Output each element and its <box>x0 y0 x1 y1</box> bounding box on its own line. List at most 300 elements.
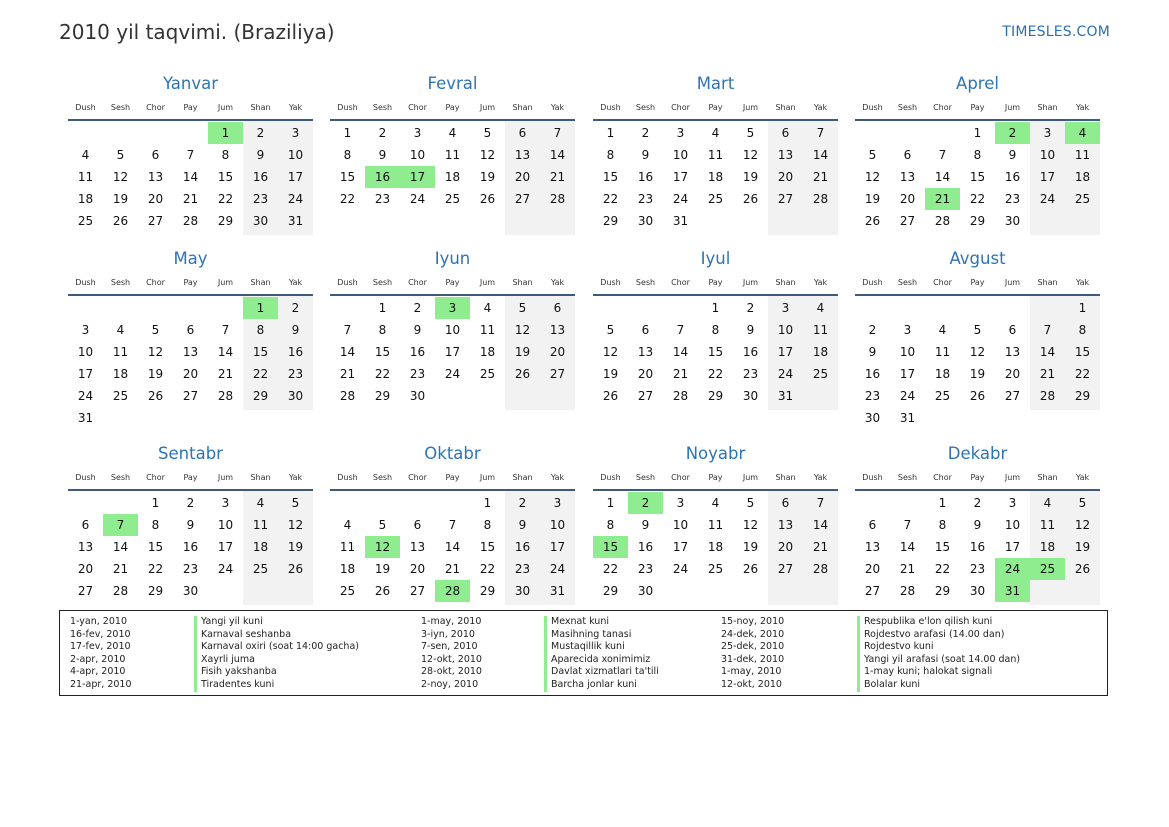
day-cell[interactable]: 13 <box>637 345 654 359</box>
day-cell[interactable]: 3 <box>903 323 912 337</box>
day-cell[interactable]: 21 <box>672 367 689 381</box>
day-cell[interactable]: 15 <box>934 540 951 554</box>
day-cell[interactable]: 2 <box>413 301 422 315</box>
holiday-day[interactable]: 21 <box>925 188 960 210</box>
day-cell[interactable]: 24 <box>672 192 689 206</box>
day-cell[interactable]: 18 <box>707 170 724 184</box>
day-cell[interactable]: 21 <box>182 192 199 206</box>
day-cell[interactable]: 26 <box>864 214 881 228</box>
day-cell[interactable]: 30 <box>409 389 426 403</box>
day-cell[interactable]: 3 <box>1008 496 1017 510</box>
day-cell[interactable]: 4 <box>116 323 125 337</box>
day-cell[interactable]: 5 <box>1078 496 1087 510</box>
day-cell[interactable]: 19 <box>147 367 164 381</box>
day-cell[interactable]: 18 <box>112 367 129 381</box>
day-cell[interactable]: 22 <box>339 192 356 206</box>
day-cell[interactable]: 29 <box>147 584 164 598</box>
day-cell[interactable]: 8 <box>221 148 230 162</box>
day-cell[interactable]: 28 <box>549 192 566 206</box>
day-cell[interactable]: 5 <box>746 126 755 140</box>
day-cell[interactable]: 3 <box>781 301 790 315</box>
day-cell[interactable]: 4 <box>711 126 720 140</box>
day-cell[interactable]: 12 <box>602 345 619 359</box>
day-cell[interactable]: 15 <box>969 170 986 184</box>
holiday-day[interactable]: 15 <box>593 536 628 558</box>
day-cell[interactable]: 22 <box>969 192 986 206</box>
day-cell[interactable]: 3 <box>81 323 90 337</box>
day-cell[interactable]: 25 <box>339 584 356 598</box>
day-cell[interactable]: 27 <box>409 584 426 598</box>
day-cell[interactable]: 20 <box>182 367 199 381</box>
day-cell[interactable]: 14 <box>112 540 129 554</box>
day-cell[interactable]: 13 <box>182 345 199 359</box>
day-cell[interactable]: 21 <box>444 562 461 576</box>
day-cell[interactable]: 30 <box>182 584 199 598</box>
day-cell[interactable]: 19 <box>287 540 304 554</box>
day-cell[interactable]: 6 <box>413 518 422 532</box>
day-cell[interactable]: 3 <box>676 496 685 510</box>
day-cell[interactable]: 16 <box>514 540 531 554</box>
day-cell[interactable]: 9 <box>641 518 650 532</box>
day-cell[interactable]: 29 <box>707 389 724 403</box>
day-cell[interactable]: 1 <box>606 126 615 140</box>
day-cell[interactable]: 5 <box>483 126 492 140</box>
day-cell[interactable]: 21 <box>812 540 829 554</box>
day-cell[interactable]: 14 <box>812 148 829 162</box>
holiday-day[interactable]: 16 <box>365 166 400 188</box>
day-cell[interactable]: 27 <box>549 367 566 381</box>
day-cell[interactable]: 15 <box>147 540 164 554</box>
day-cell[interactable]: 14 <box>934 170 951 184</box>
day-cell[interactable]: 19 <box>742 170 759 184</box>
day-cell[interactable]: 23 <box>637 562 654 576</box>
day-cell[interactable]: 20 <box>147 192 164 206</box>
day-cell[interactable]: 9 <box>1008 148 1017 162</box>
day-cell[interactable]: 6 <box>553 301 562 315</box>
day-cell[interactable]: 10 <box>899 345 916 359</box>
day-cell[interactable]: 22 <box>374 367 391 381</box>
day-cell[interactable]: 11 <box>934 345 951 359</box>
day-cell[interactable]: 26 <box>147 389 164 403</box>
holiday-day[interactable]: 24 <box>995 558 1030 580</box>
day-cell[interactable]: 13 <box>864 540 881 554</box>
day-cell[interactable]: 22 <box>1074 367 1091 381</box>
day-cell[interactable]: 16 <box>252 170 269 184</box>
day-cell[interactable]: 19 <box>374 562 391 576</box>
day-cell[interactable]: 13 <box>777 518 794 532</box>
day-cell[interactable]: 13 <box>409 540 426 554</box>
holiday-day[interactable]: 7 <box>103 514 138 536</box>
day-cell[interactable]: 19 <box>742 540 759 554</box>
day-cell[interactable]: 29 <box>1074 389 1091 403</box>
day-cell[interactable]: 22 <box>602 562 619 576</box>
day-cell[interactable]: 23 <box>864 389 881 403</box>
day-cell[interactable]: 6 <box>81 518 90 532</box>
day-cell[interactable]: 12 <box>742 148 759 162</box>
day-cell[interactable]: 24 <box>1039 192 1056 206</box>
day-cell[interactable]: 18 <box>1074 170 1091 184</box>
day-cell[interactable]: 9 <box>746 323 755 337</box>
day-cell[interactable]: 29 <box>374 389 391 403</box>
day-cell[interactable]: 7 <box>903 518 912 532</box>
day-cell[interactable]: 24 <box>409 192 426 206</box>
holiday-day[interactable]: 12 <box>365 536 400 558</box>
day-cell[interactable]: 2 <box>186 496 195 510</box>
day-cell[interactable]: 26 <box>742 192 759 206</box>
day-cell[interactable]: 15 <box>217 170 234 184</box>
day-cell[interactable]: 12 <box>112 170 129 184</box>
day-cell[interactable]: 18 <box>339 562 356 576</box>
day-cell[interactable]: 30 <box>287 389 304 403</box>
day-cell[interactable]: 4 <box>1043 496 1052 510</box>
day-cell[interactable]: 19 <box>602 367 619 381</box>
day-cell[interactable]: 28 <box>812 192 829 206</box>
day-cell[interactable]: 27 <box>147 214 164 228</box>
day-cell[interactable]: 29 <box>252 389 269 403</box>
day-cell[interactable]: 21 <box>549 170 566 184</box>
day-cell[interactable]: 5 <box>518 301 527 315</box>
day-cell[interactable]: 7 <box>1043 323 1052 337</box>
day-cell[interactable]: 18 <box>707 540 724 554</box>
holiday-day[interactable]: 1 <box>208 122 243 144</box>
day-cell[interactable]: 15 <box>374 345 391 359</box>
day-cell[interactable]: 17 <box>777 345 794 359</box>
day-cell[interactable]: 13 <box>899 170 916 184</box>
day-cell[interactable]: 4 <box>711 496 720 510</box>
day-cell[interactable]: 20 <box>1004 367 1021 381</box>
day-cell[interactable]: 22 <box>217 192 234 206</box>
day-cell[interactable]: 16 <box>637 170 654 184</box>
day-cell[interactable]: 8 <box>378 323 387 337</box>
day-cell[interactable]: 31 <box>672 214 689 228</box>
day-cell[interactable]: 16 <box>1004 170 1021 184</box>
day-cell[interactable]: 15 <box>602 170 619 184</box>
day-cell[interactable]: 23 <box>409 367 426 381</box>
day-cell[interactable]: 29 <box>479 584 496 598</box>
site-link[interactable]: TIMESLES.COM <box>1002 24 1110 40</box>
day-cell[interactable]: 20 <box>899 192 916 206</box>
day-cell[interactable]: 22 <box>147 562 164 576</box>
day-cell[interactable]: 17 <box>77 367 94 381</box>
day-cell[interactable]: 2 <box>641 126 650 140</box>
day-cell[interactable]: 28 <box>672 389 689 403</box>
day-cell[interactable]: 25 <box>812 367 829 381</box>
day-cell[interactable]: 21 <box>899 562 916 576</box>
day-cell[interactable]: 8 <box>606 518 615 532</box>
day-cell[interactable]: 6 <box>518 126 527 140</box>
day-cell[interactable]: 27 <box>514 192 531 206</box>
day-cell[interactable]: 7 <box>938 148 947 162</box>
day-cell[interactable]: 5 <box>606 323 615 337</box>
day-cell[interactable]: 1 <box>973 126 982 140</box>
day-cell[interactable]: 21 <box>1039 367 1056 381</box>
holiday-day[interactable]: 2 <box>628 492 663 514</box>
holiday-day[interactable]: 31 <box>995 580 1030 602</box>
day-cell[interactable]: 2 <box>973 496 982 510</box>
day-cell[interactable]: 24 <box>549 562 566 576</box>
day-cell[interactable]: 31 <box>777 389 794 403</box>
holiday-day[interactable]: 17 <box>400 166 435 188</box>
day-cell[interactable]: 17 <box>444 345 461 359</box>
day-cell[interactable]: 10 <box>287 148 304 162</box>
day-cell[interactable]: 12 <box>742 518 759 532</box>
day-cell[interactable]: 24 <box>899 389 916 403</box>
day-cell[interactable]: 23 <box>637 192 654 206</box>
day-cell[interactable]: 17 <box>899 367 916 381</box>
day-cell[interactable]: 24 <box>672 562 689 576</box>
day-cell[interactable]: 23 <box>374 192 391 206</box>
day-cell[interactable]: 16 <box>182 540 199 554</box>
day-cell[interactable]: 15 <box>707 345 724 359</box>
day-cell[interactable]: 25 <box>707 192 724 206</box>
day-cell[interactable]: 5 <box>291 496 300 510</box>
day-cell[interactable]: 15 <box>339 170 356 184</box>
day-cell[interactable]: 12 <box>514 323 531 337</box>
day-cell[interactable]: 28 <box>899 584 916 598</box>
day-cell[interactable]: 20 <box>864 562 881 576</box>
day-cell[interactable]: 24 <box>217 562 234 576</box>
holiday-day[interactable]: 3 <box>435 297 470 319</box>
day-cell[interactable]: 23 <box>514 562 531 576</box>
day-cell[interactable]: 24 <box>777 367 794 381</box>
day-cell[interactable]: 3 <box>221 496 230 510</box>
day-cell[interactable]: 1 <box>378 301 387 315</box>
day-cell[interactable]: 21 <box>217 367 234 381</box>
day-cell[interactable]: 9 <box>868 345 877 359</box>
day-cell[interactable]: 17 <box>672 170 689 184</box>
day-cell[interactable]: 17 <box>217 540 234 554</box>
day-cell[interactable]: 11 <box>77 170 94 184</box>
day-cell[interactable]: 17 <box>1004 540 1021 554</box>
day-cell[interactable]: 14 <box>899 540 916 554</box>
day-cell[interactable]: 29 <box>217 214 234 228</box>
day-cell[interactable]: 30 <box>637 214 654 228</box>
day-cell[interactable]: 26 <box>742 562 759 576</box>
day-cell[interactable]: 3 <box>676 126 685 140</box>
day-cell[interactable]: 4 <box>816 301 825 315</box>
day-cell[interactable]: 26 <box>112 214 129 228</box>
day-cell[interactable]: 14 <box>182 170 199 184</box>
day-cell[interactable]: 19 <box>112 192 129 206</box>
day-cell[interactable]: 10 <box>549 518 566 532</box>
day-cell[interactable]: 9 <box>186 518 195 532</box>
day-cell[interactable]: 7 <box>553 126 562 140</box>
day-cell[interactable]: 10 <box>777 323 794 337</box>
day-cell[interactable]: 15 <box>1074 345 1091 359</box>
day-cell[interactable]: 6 <box>781 496 790 510</box>
day-cell[interactable]: 23 <box>287 367 304 381</box>
day-cell[interactable]: 14 <box>444 540 461 554</box>
day-cell[interactable]: 23 <box>969 562 986 576</box>
day-cell[interactable]: 7 <box>816 126 825 140</box>
day-cell[interactable]: 1 <box>711 301 720 315</box>
day-cell[interactable]: 10 <box>672 518 689 532</box>
day-cell[interactable]: 3 <box>1043 126 1052 140</box>
day-cell[interactable]: 27 <box>777 192 794 206</box>
holiday-day[interactable]: 2 <box>995 122 1030 144</box>
day-cell[interactable]: 12 <box>479 148 496 162</box>
day-cell[interactable]: 4 <box>256 496 265 510</box>
day-cell[interactable]: 18 <box>1039 540 1056 554</box>
day-cell[interactable]: 30 <box>742 389 759 403</box>
day-cell[interactable]: 20 <box>514 170 531 184</box>
day-cell[interactable]: 8 <box>343 148 352 162</box>
day-cell[interactable]: 11 <box>812 323 829 337</box>
day-cell[interactable]: 29 <box>969 214 986 228</box>
day-cell[interactable]: 11 <box>444 148 461 162</box>
day-cell[interactable]: 23 <box>252 192 269 206</box>
day-cell[interactable]: 25 <box>1074 192 1091 206</box>
day-cell[interactable]: 7 <box>816 496 825 510</box>
day-cell[interactable]: 5 <box>973 323 982 337</box>
day-cell[interactable]: 26 <box>602 389 619 403</box>
day-cell[interactable]: 23 <box>182 562 199 576</box>
holiday-day[interactable]: 25 <box>1030 558 1065 580</box>
day-cell[interactable]: 21 <box>112 562 129 576</box>
day-cell[interactable]: 31 <box>287 214 304 228</box>
day-cell[interactable]: 13 <box>777 148 794 162</box>
day-cell[interactable]: 25 <box>112 389 129 403</box>
day-cell[interactable]: 25 <box>707 562 724 576</box>
day-cell[interactable]: 13 <box>147 170 164 184</box>
day-cell[interactable]: 7 <box>448 518 457 532</box>
day-cell[interactable]: 11 <box>112 345 129 359</box>
day-cell[interactable]: 2 <box>291 301 300 315</box>
day-cell[interactable]: 27 <box>182 389 199 403</box>
day-cell[interactable]: 25 <box>77 214 94 228</box>
day-cell[interactable]: 4 <box>448 126 457 140</box>
day-cell[interactable]: 2 <box>378 126 387 140</box>
day-cell[interactable]: 7 <box>676 323 685 337</box>
day-cell[interactable]: 19 <box>1074 540 1091 554</box>
day-cell[interactable]: 6 <box>151 148 160 162</box>
day-cell[interactable]: 25 <box>934 389 951 403</box>
day-cell[interactable]: 10 <box>1039 148 1056 162</box>
day-cell[interactable]: 10 <box>444 323 461 337</box>
day-cell[interactable]: 4 <box>81 148 90 162</box>
day-cell[interactable]: 10 <box>1004 518 1021 532</box>
day-cell[interactable]: 24 <box>287 192 304 206</box>
day-cell[interactable]: 4 <box>938 323 947 337</box>
day-cell[interactable]: 10 <box>672 148 689 162</box>
day-cell[interactable]: 11 <box>339 540 356 554</box>
day-cell[interactable]: 28 <box>339 389 356 403</box>
day-cell[interactable]: 19 <box>864 192 881 206</box>
day-cell[interactable]: 10 <box>77 345 94 359</box>
day-cell[interactable]: 14 <box>549 148 566 162</box>
day-cell[interactable]: 7 <box>221 323 230 337</box>
day-cell[interactable]: 18 <box>444 170 461 184</box>
day-cell[interactable]: 12 <box>864 170 881 184</box>
day-cell[interactable]: 19 <box>969 367 986 381</box>
day-cell[interactable]: 9 <box>518 518 527 532</box>
day-cell[interactable]: 11 <box>1039 518 1056 532</box>
day-cell[interactable]: 9 <box>641 148 650 162</box>
day-cell[interactable]: 5 <box>868 148 877 162</box>
day-cell[interactable]: 3 <box>291 126 300 140</box>
day-cell[interactable]: 13 <box>1004 345 1021 359</box>
day-cell[interactable]: 19 <box>479 170 496 184</box>
day-cell[interactable]: 4 <box>343 518 352 532</box>
day-cell[interactable]: 22 <box>252 367 269 381</box>
day-cell[interactable]: 27 <box>864 584 881 598</box>
day-cell[interactable]: 31 <box>77 411 94 425</box>
day-cell[interactable]: 16 <box>287 345 304 359</box>
day-cell[interactable]: 17 <box>1039 170 1056 184</box>
day-cell[interactable]: 31 <box>899 411 916 425</box>
day-cell[interactable]: 17 <box>287 170 304 184</box>
day-cell[interactable]: 15 <box>252 345 269 359</box>
day-cell[interactable]: 8 <box>483 518 492 532</box>
day-cell[interactable]: 20 <box>77 562 94 576</box>
day-cell[interactable]: 1 <box>343 126 352 140</box>
day-cell[interactable]: 8 <box>973 148 982 162</box>
day-cell[interactable]: 12 <box>147 345 164 359</box>
day-cell[interactable]: 26 <box>287 562 304 576</box>
day-cell[interactable]: 26 <box>1074 562 1091 576</box>
day-cell[interactable]: 1 <box>938 496 947 510</box>
day-cell[interactable]: 4 <box>483 301 492 315</box>
day-cell[interactable]: 27 <box>1004 389 1021 403</box>
holiday-day[interactable]: 28 <box>435 580 470 602</box>
day-cell[interactable]: 16 <box>969 540 986 554</box>
day-cell[interactable]: 27 <box>77 584 94 598</box>
day-cell[interactable]: 17 <box>549 540 566 554</box>
day-cell[interactable]: 14 <box>339 345 356 359</box>
day-cell[interactable]: 14 <box>1039 345 1056 359</box>
day-cell[interactable]: 27 <box>637 389 654 403</box>
holiday-day[interactable]: 4 <box>1065 122 1100 144</box>
day-cell[interactable]: 18 <box>77 192 94 206</box>
day-cell[interactable]: 29 <box>602 214 619 228</box>
day-cell[interactable]: 7 <box>343 323 352 337</box>
day-cell[interactable]: 13 <box>549 323 566 337</box>
day-cell[interactable]: 12 <box>1074 518 1091 532</box>
day-cell[interactable]: 1 <box>151 496 160 510</box>
day-cell[interactable]: 16 <box>742 345 759 359</box>
day-cell[interactable]: 23 <box>742 367 759 381</box>
day-cell[interactable]: 8 <box>711 323 720 337</box>
day-cell[interactable]: 24 <box>444 367 461 381</box>
holiday-day[interactable]: 1 <box>243 297 278 319</box>
day-cell[interactable]: 6 <box>186 323 195 337</box>
day-cell[interactable]: 5 <box>151 323 160 337</box>
day-cell[interactable]: 2 <box>518 496 527 510</box>
day-cell[interactable]: 6 <box>903 148 912 162</box>
day-cell[interactable]: 20 <box>637 367 654 381</box>
day-cell[interactable]: 30 <box>969 584 986 598</box>
day-cell[interactable]: 27 <box>899 214 916 228</box>
day-cell[interactable]: 28 <box>934 214 951 228</box>
day-cell[interactable]: 9 <box>291 323 300 337</box>
day-cell[interactable]: 19 <box>514 345 531 359</box>
day-cell[interactable]: 22 <box>602 192 619 206</box>
day-cell[interactable]: 22 <box>934 562 951 576</box>
day-cell[interactable]: 30 <box>864 411 881 425</box>
day-cell[interactable]: 28 <box>1039 389 1056 403</box>
day-cell[interactable]: 18 <box>812 345 829 359</box>
day-cell[interactable]: 11 <box>707 518 724 532</box>
day-cell[interactable]: 12 <box>287 518 304 532</box>
day-cell[interactable]: 16 <box>409 345 426 359</box>
day-cell[interactable]: 9 <box>256 148 265 162</box>
day-cell[interactable]: 16 <box>637 540 654 554</box>
day-cell[interactable]: 2 <box>746 301 755 315</box>
day-cell[interactable]: 14 <box>812 518 829 532</box>
day-cell[interactable]: 6 <box>868 518 877 532</box>
day-cell[interactable]: 30 <box>637 584 654 598</box>
day-cell[interactable]: 26 <box>514 367 531 381</box>
